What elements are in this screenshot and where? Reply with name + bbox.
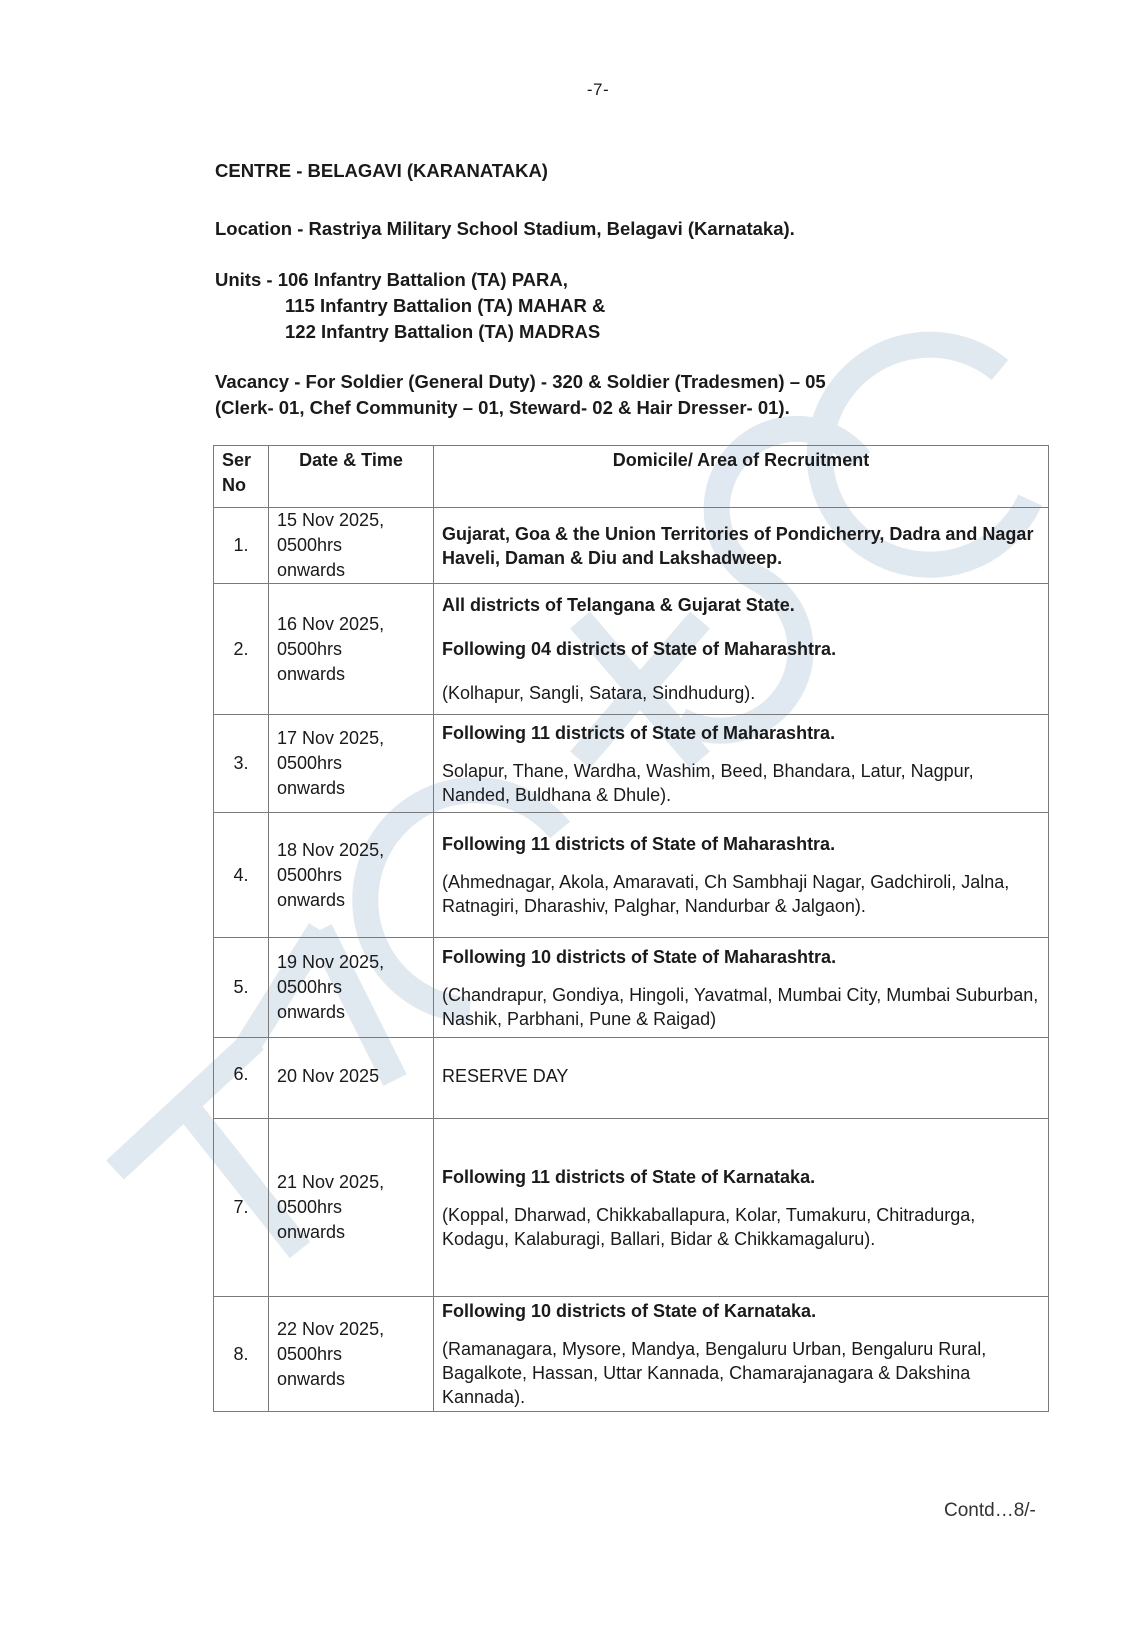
- domicile-detail: (Kolhapur, Sangli, Satara, Sindhudurg).: [442, 683, 756, 703]
- ser-no: 2.: [214, 584, 269, 715]
- units-line-3: 122 Infantry Battalion (TA) MADRAS: [285, 321, 601, 342]
- domicile-detail: (Ramanagara, Mysore, Mandya, Bengaluru Urban, Bengaluru Rural, Bagalkote, Hassan, Uttar Kannada, Chamarajanagara & Dakshina Kannada).: [442, 1339, 987, 1407]
- col-header-date-time: Date & Time: [269, 446, 434, 508]
- ser-no: 6.: [214, 1038, 269, 1119]
- ser-no: 3.: [214, 715, 269, 813]
- domicile-heading: Following 11 districts of State of Maharashtra.: [442, 834, 836, 854]
- table-row: [214, 508, 1049, 584]
- ser-no: 5.: [214, 938, 269, 1038]
- domicile-area: [434, 715, 1049, 813]
- domicile-detail: Solapur, Thane, Wardha, Washim, Beed, Bhandara, Latur, Nagpur, Nanded, Buldhana & Dhule).: [442, 760, 974, 805]
- recruitment-schedule-table: [213, 445, 1049, 1412]
- units-line-2: 115 Infantry Battalion (TA) MAHAR &: [285, 295, 606, 316]
- date-time: 20 Nov 2025: [269, 1038, 434, 1119]
- date-time: 18 Nov 2025, 0500hrs onwards: [269, 813, 434, 938]
- page-number: -7-: [586, 80, 610, 99]
- date-time: 16 Nov 2025, 0500hrs onwards: [269, 584, 434, 715]
- domicile-detail: (Koppal, Dharwad, Chikkaballapura, Kolar, Tumakuru, Chitradurga, Kodagu, Kalaburagi, Ballari, Bidar & Chikkamagaluru).: [442, 1204, 976, 1249]
- table-row: [214, 584, 1049, 715]
- domicile-area: RESERVE DAY: [434, 1038, 1049, 1119]
- vacancy-line-2: (Clerk- 01, Chef Community – 01, Steward- 02 & Hair Dresser- 01).: [215, 397, 790, 418]
- domicile-heading: All districts of Telangana & Gujarat State.: [442, 595, 795, 615]
- date-time: 22 Nov 2025, 0500hrs onwards: [269, 1297, 434, 1412]
- domicile-area: [434, 938, 1049, 1038]
- domicile-area: [434, 1297, 1049, 1412]
- domicile-heading: Following 10 districts of State of Maharashtra.: [442, 946, 837, 967]
- table-row: [214, 715, 1049, 813]
- col-header-ser-no: Ser No: [214, 446, 269, 508]
- ser-no: 1.: [214, 508, 269, 584]
- domicile-detail: (Ahmednagar, Akola, Amaravati, Ch Sambhaji Nagar, Gadchiroli, Jalna, Ratnagiri, Dharashiv, Palghar, Nandurbar & Jalgaon).: [442, 872, 1010, 916]
- table-row: [214, 1119, 1049, 1297]
- domicile-heading: Following 10 districts of State of Karnataka.: [442, 1301, 817, 1321]
- date-time: 17 Nov 2025, 0500hrs onwards: [269, 715, 434, 813]
- domicile-heading-2: Following 04 districts of State of Maharashtra.: [442, 639, 837, 659]
- table-row: [214, 1038, 1049, 1119]
- domicile-detail: (Chandrapur, Gondiya, Hingoli, Yavatmal, Mumbai City, Mumbai Suburban, Nashik, Parbhani, Pune & Raigad): [442, 984, 1039, 1029]
- col-header-domicile: Domicile/ Area of Recruitment: [434, 446, 1049, 508]
- ser-no: 4.: [214, 813, 269, 938]
- table-header-row: [214, 446, 1049, 508]
- domicile-area: Gujarat, Goa & the Union Territories of Pondicherry, Dadra and Nagar Haveli, Daman & Diu and Lakshadweep.: [434, 508, 1049, 584]
- vacancy-line-1: Vacancy - For Soldier (General Duty) - 320 & Soldier (Tradesmen) – 05: [215, 371, 826, 392]
- domicile-heading: Following 11 districts of State of Karnataka.: [442, 1166, 816, 1187]
- date-time: 19 Nov 2025, 0500hrs onwards: [269, 938, 434, 1038]
- table-row: [214, 813, 1049, 938]
- date-time: 15 Nov 2025, 0500hrs onwards: [269, 508, 434, 584]
- units-line-1: Units - 106 Infantry Battalion (TA) PARA,: [215, 269, 568, 290]
- domicile-area: [434, 1119, 1049, 1297]
- ser-no: 8.: [214, 1297, 269, 1412]
- domicile-area: [434, 813, 1049, 938]
- location-line: Location - Rastriya Military School Stadium, Belagavi (Karnataka).: [215, 218, 795, 239]
- table-row: [214, 1297, 1049, 1412]
- date-time: 21 Nov 2025, 0500hrs onwards: [269, 1119, 434, 1297]
- table-row: [214, 938, 1049, 1038]
- centre-title: CENTRE - BELAGAVI (KARANATAKA): [215, 160, 548, 181]
- domicile-heading: Following 11 districts of State of Maharashtra.: [442, 722, 836, 743]
- ser-no: 7.: [214, 1119, 269, 1297]
- domicile-area: [434, 584, 1049, 715]
- continued-footer: Contd…8/-: [944, 1500, 1036, 1521]
